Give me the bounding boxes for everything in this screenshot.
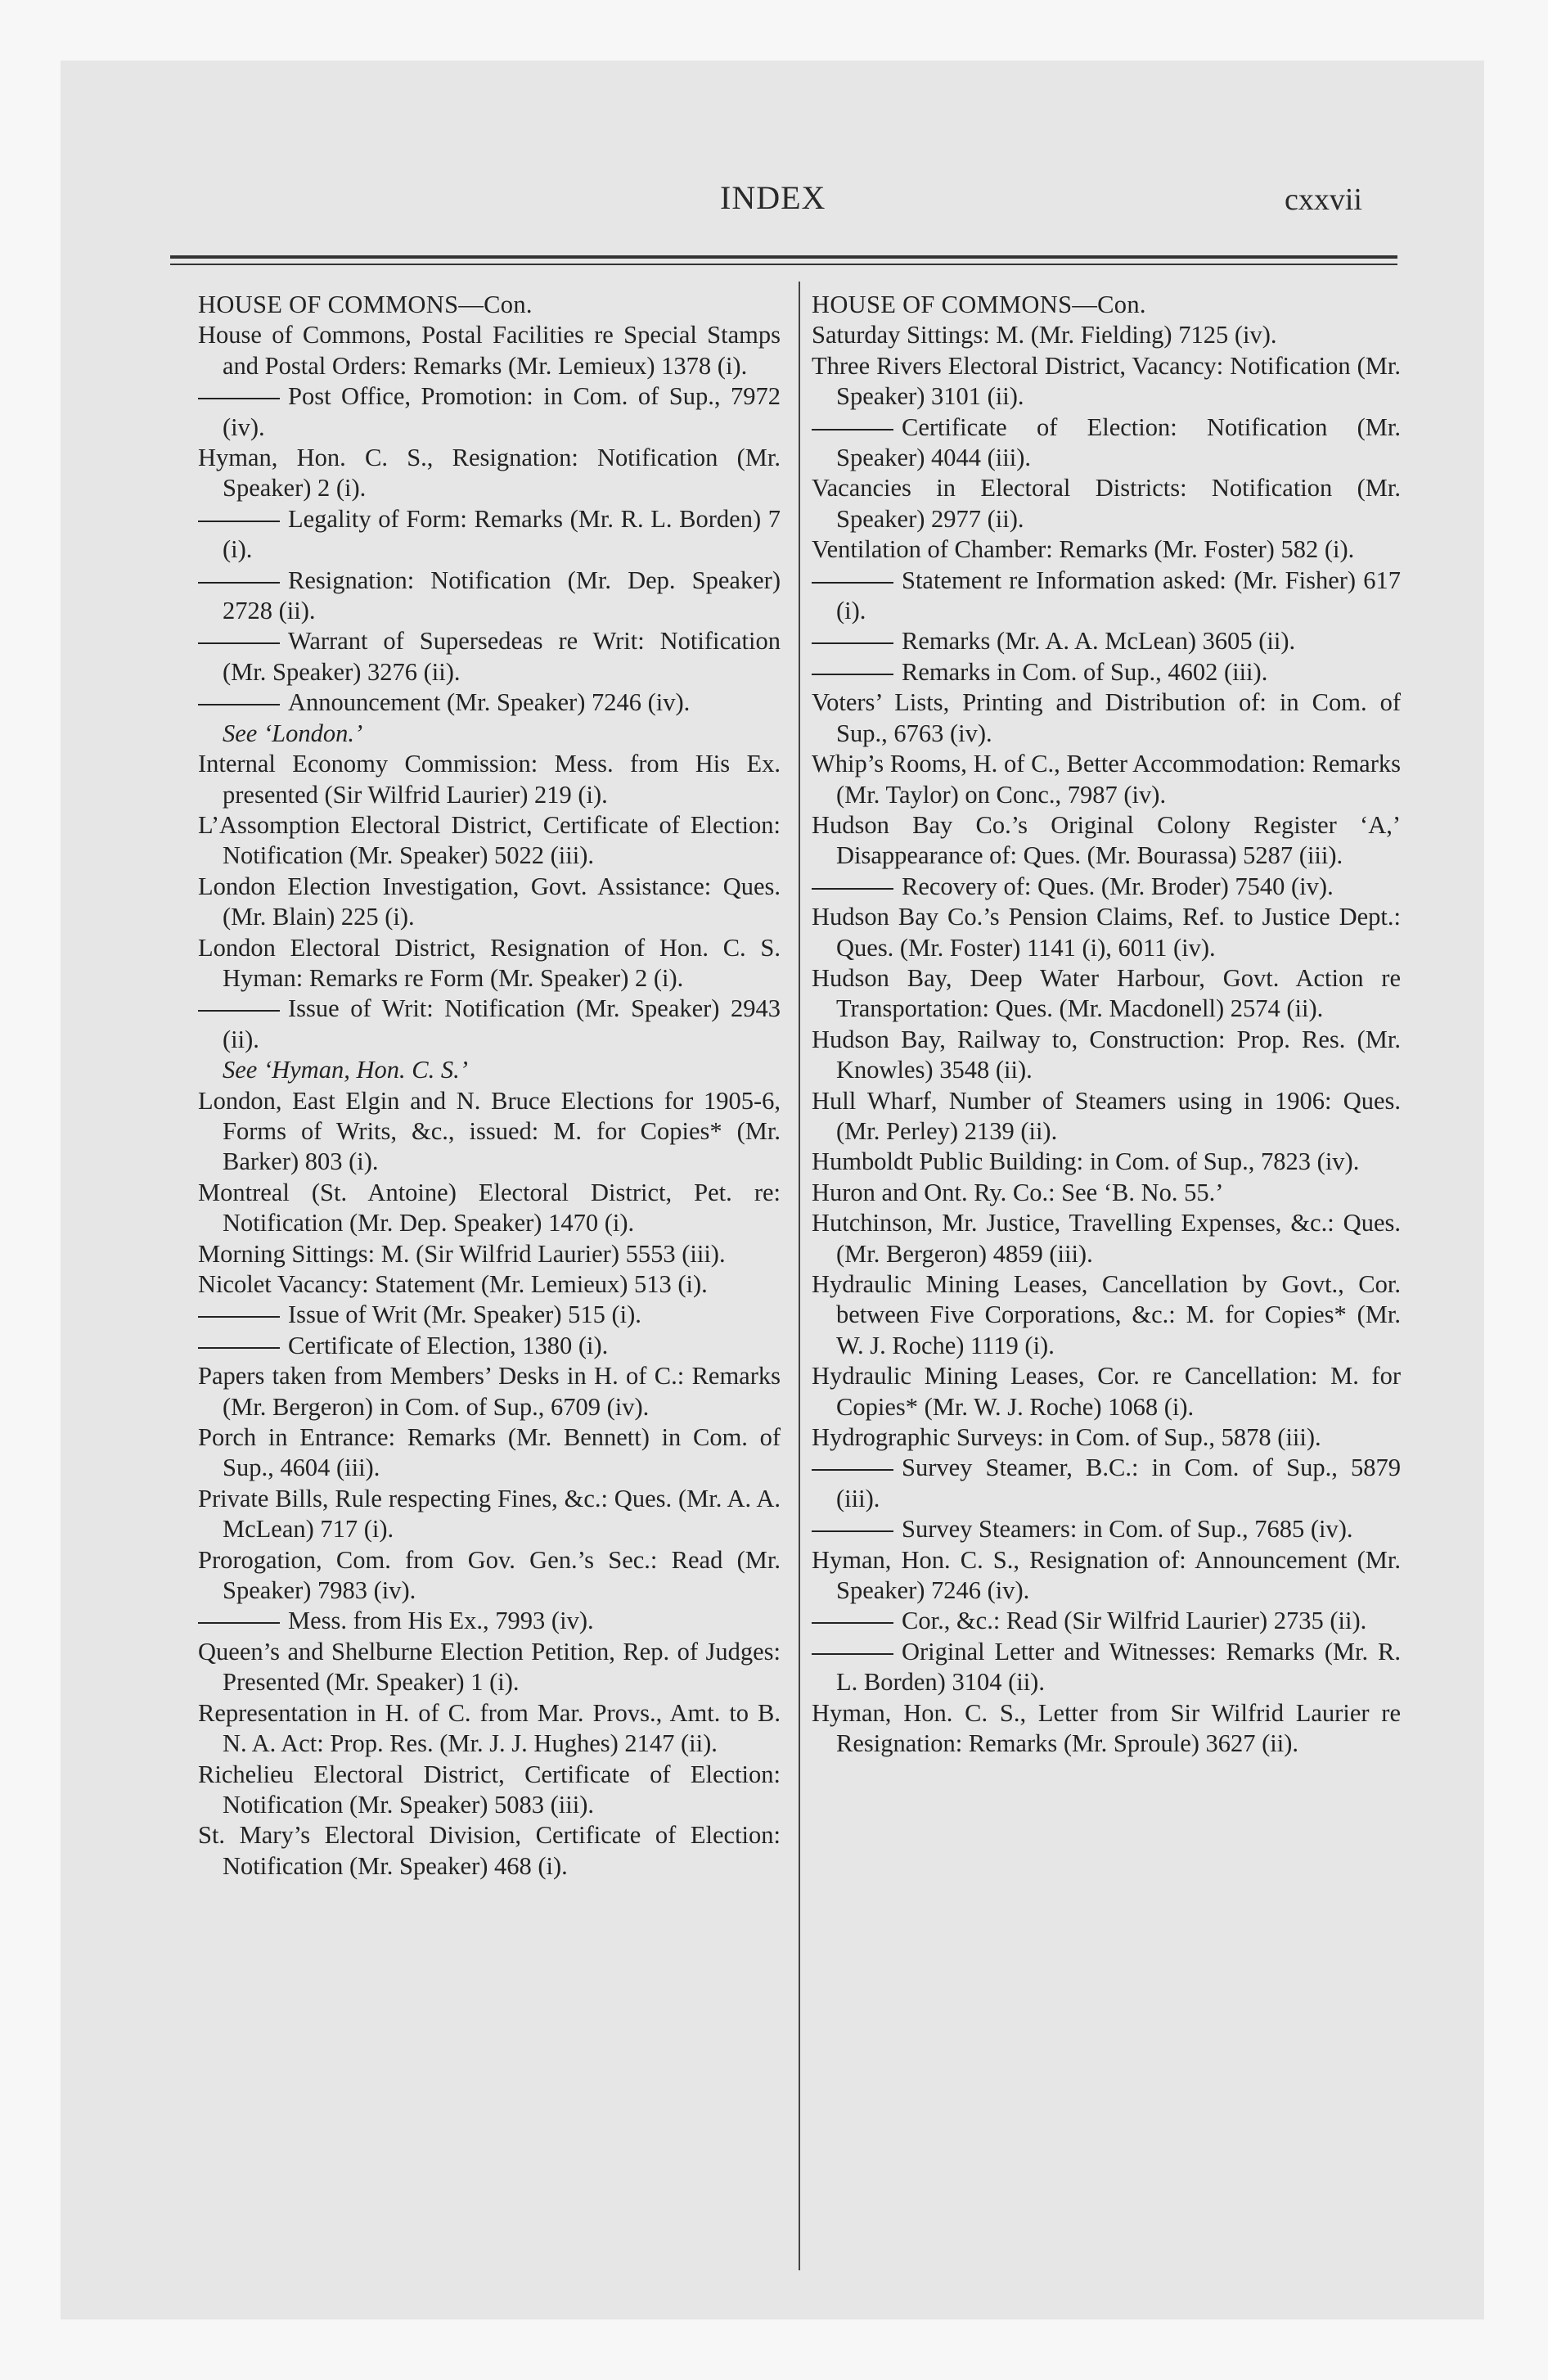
ditto-dash <box>812 642 893 644</box>
ditto-dash <box>812 1622 893 1624</box>
index-entry: Humboldt Public Building: in Com. of Sup., 7823 (iv). <box>812 1147 1360 1176</box>
ditto-dash <box>198 1347 280 1349</box>
index-entry: Resignation: Notification (Mr. Dep. Speaker) 2728 (ii). <box>198 566 781 627</box>
index-entry: Hyman, Hon. C. S., Letter from Sir Wilfrid Laurier re Resignation: Remarks (Mr. Sproule) 3627 (ii). <box>812 1698 1401 1758</box>
index-entry: Ventilation of Chamber: Remarks (Mr. Foster) 582 (i). <box>812 535 1355 564</box>
index-entry: Huron and Ont. Ry. Co.: See ‘B. No. 55.’ <box>812 1178 1224 1206</box>
index-entry: Legality of Form: Remarks (Mr. R. L. Borden) 7 (i). <box>198 504 781 566</box>
index-entry: Hyman, Hon. C. S., Resignation of: Announcement (Mr. Speaker) 7246 (iv). <box>812 1545 1401 1605</box>
page-header <box>0 178 1548 228</box>
index-entry: Papers taken from Members’ Desks in H. of C.: Remarks (Mr. Bergeron) in Com. of Sup., 6709 (iv). <box>198 1362 781 1421</box>
index-entry: Survey Steamer, B.C.: in Com. of Sup., 5879 (iii). <box>812 1453 1401 1514</box>
ditto-dash <box>198 1622 280 1624</box>
index-entry: Nicolet Vacancy: Statement (Mr. Lemieux) 513 (i). <box>198 1270 708 1298</box>
index-entry: Hydrographic Surveys: in Com. of Sup., 5878 (iii). <box>812 1423 1321 1452</box>
index-entry: Porch in Entrance: Remarks (Mr. Bennett) in Com. of Sup., 4604 (iii). <box>198 1423 781 1482</box>
index-entry: Hutchinson, Mr. Justice, Travelling Expenses, &c.: Ques. (Mr. Bergeron) 4859 (iii). <box>812 1209 1401 1268</box>
index-entry: Survey Steamers: in Com. of Sup., 7685 (iv). <box>812 1514 1401 1544</box>
index-entry: Private Bills, Rule respecting Fines, &c.: Ques. (Mr. A. A. McLean) 717 (i). <box>198 1484 781 1544</box>
index-entry: Voters’ Lists, Printing and Distribution of: in Com. of Sup., 6763 (iv). <box>812 688 1401 747</box>
index-entry: Hydraulic Mining Leases, Cancellation by Govt., Cor. between Five Corporations, &c.: M. for Copies* (Mr. W. J. Roche) 1119 (i). <box>812 1270 1401 1359</box>
index-entry: Certificate of Election, 1380 (i). <box>198 1331 781 1361</box>
ditto-dash <box>198 704 280 705</box>
ditto-dash <box>812 674 893 675</box>
column-heading: HOUSE OF COMMONS—Con. <box>198 291 533 318</box>
index-entry: Hudson Bay, Deep Water Harbour, Govt. Action re Transportation: Ques. (Mr. Macdonell) 2574 (ii). <box>812 963 1401 1023</box>
index-entry: Hyman, Hon. C. S., Resignation: Notification (Mr. Speaker) 2 (i). <box>198 444 781 503</box>
column-heading: HOUSE OF COMMONS—Con. <box>812 291 1146 318</box>
index-entry: Prorogation, Com. from Gov. Gen.’s Sec.: Read (Mr. Speaker) 7983 (iv). <box>198 1545 781 1605</box>
right-column <box>812 290 1401 1760</box>
index-entry: Richelieu Electoral District, Certificate of Election: Notification (Mr. Speaker) 5083 (iii). <box>198 1760 781 1819</box>
index-entry: Hydraulic Mining Leases, Cor. re Cancellation: M. for Copies* (Mr. W. J. Roche) 1068 (i). <box>812 1362 1401 1421</box>
ditto-dash <box>198 582 280 584</box>
ditto-dash <box>812 1469 893 1471</box>
index-entry: Three Rivers Electoral District, Vacancy: Notification (Mr. Speaker) 3101 (ii). <box>812 351 1401 411</box>
ditto-dash <box>812 582 893 584</box>
index-entry: Hudson Bay Co.’s Original Colony Register ‘A,’ Disappearance of: Ques. (Mr. Bourassa) 5287 (iii). <box>812 810 1401 870</box>
header-rule-thick <box>170 255 1397 259</box>
left-column <box>198 290 781 1882</box>
index-entry: Statement re Information asked: (Mr. Fisher) 617 (i). <box>812 566 1401 627</box>
index-entry: Whip’s Rooms, H. of C., Better Accommodation: Remarks (Mr. Taylor) on Conc., 7987 (iv). <box>812 750 1401 809</box>
ditto-dash <box>812 1530 893 1532</box>
ditto-dash <box>198 398 280 399</box>
index-entry: Saturday Sittings: M. (Mr. Fielding) 7125 (iv). <box>812 321 1277 349</box>
index-entry: St. Mary’s Electoral Division, Certificate of Election: Notification (Mr. Speaker) 468 (i). <box>198 1821 781 1880</box>
index-entry: Announcement (Mr. Speaker) 7246 (iv). <box>198 687 781 718</box>
index-entry: Original Letter and Witnesses: Remarks (Mr. R. L. Borden) 3104 (ii). <box>812 1637 1401 1698</box>
index-entry: Hull Wharf, Number of Steamers using in 1906: Ques. (Mr. Perley) 2139 (ii). <box>812 1086 1401 1145</box>
index-entry: Morning Sittings: M. (Sir Wilfrid Laurier) 5553 (iii). <box>198 1239 726 1268</box>
page-number: cxxvii <box>1285 183 1362 217</box>
ditto-dash <box>198 642 280 644</box>
index-entry: Hudson Bay Co.’s Pension Claims, Ref. to Justice Dept.: Ques. (Mr. Foster) 1141 (i), 6011 (iv). <box>812 903 1401 962</box>
index-entry: Mess. from His Ex., 7993 (iv). <box>198 1606 781 1636</box>
index-entry: Montreal (St. Antoine) Electoral District, Pet. re: Notification (Mr. Dep. Speaker) 1470 (i). <box>198 1178 781 1237</box>
ditto-dash <box>198 521 280 522</box>
page-title: INDEX <box>720 179 826 216</box>
index-entry: London, East Elgin and N. Bruce Elections for 1905-6, Forms of Writs, &c., issued: M. for Copies* (Mr. Barker) 803 (i). <box>198 1086 781 1176</box>
index-entry: Vacancies in Electoral Districts: Notification (Mr. Speaker) 2977 (ii). <box>812 474 1401 533</box>
ditto-dash <box>812 1653 893 1655</box>
index-entry: Remarks (Mr. A. A. McLean) 3605 (ii). <box>812 626 1401 656</box>
ditto-dash <box>812 888 893 890</box>
index-entry: Cor., &c.: Read (Sir Wilfrid Laurier) 2735 (ii). <box>812 1606 1401 1636</box>
ditto-dash <box>198 1316 280 1318</box>
index-entry: Internal Economy Commission: Mess. from His Ex. presented (Sir Wilfrid Laurier) 219 (i). <box>198 750 781 809</box>
index-entry: Warrant of Supersedeas re Writ: Notification (Mr. Speaker) 3276 (ii). <box>198 626 781 687</box>
index-entry: Recovery of: Ques. (Mr. Broder) 7540 (iv). <box>812 872 1401 902</box>
index-entry: L’Assomption Electoral District, Certificate of Election: Notification (Mr. Speaker) 5022 (iii). <box>198 810 781 870</box>
see-reference: See ‘London.’ <box>223 719 363 747</box>
index-entry: Hudson Bay, Railway to, Construction: Prop. Res. (Mr. Knowles) 3548 (ii). <box>812 1025 1401 1084</box>
index-entry: Representation in H. of C. from Mar. Provs., Amt. to B. N. A. Act: Prop. Res. (Mr. J. J. Hughes) 2147 (ii). <box>198 1698 781 1758</box>
index-entry: Remarks in Com. of Sup., 4602 (iii). <box>812 657 1401 687</box>
index-entry: Issue of Writ (Mr. Speaker) 515 (i). <box>198 1300 781 1330</box>
index-entry: London Election Investigation, Govt. Assistance: Ques. (Mr. Blain) 225 (i). <box>198 872 781 931</box>
ditto-dash <box>198 1010 280 1012</box>
index-entry: Certificate of Election: Notification (Mr. Speaker) 4044 (iii). <box>812 412 1401 474</box>
index-entry: London Electoral District, Resignation of Hon. C. S. Hyman: Remarks re Form (Mr. Speaker) 2 (i). <box>198 933 781 992</box>
see-reference: See ‘Hyman, Hon. C. S.’ <box>223 1056 468 1084</box>
ditto-dash <box>812 429 893 430</box>
column-divider <box>799 282 800 2270</box>
index-entry: Post Office, Promotion: in Com. of Sup., 7972 (iv). <box>198 381 781 443</box>
header-rule-thin <box>170 264 1397 265</box>
index-entry: House of Commons, Postal Facilities re Special Stamps and Postal Orders: Remarks (Mr. Lemieux) 1378 (i). <box>198 321 781 380</box>
index-entry: Queen’s and Shelburne Election Petition, Rep. of Judges: Presented (Mr. Speaker) 1 (i). <box>198 1637 781 1697</box>
index-entry: Issue of Writ: Notification (Mr. Speaker) 2943 (ii). <box>198 994 781 1055</box>
